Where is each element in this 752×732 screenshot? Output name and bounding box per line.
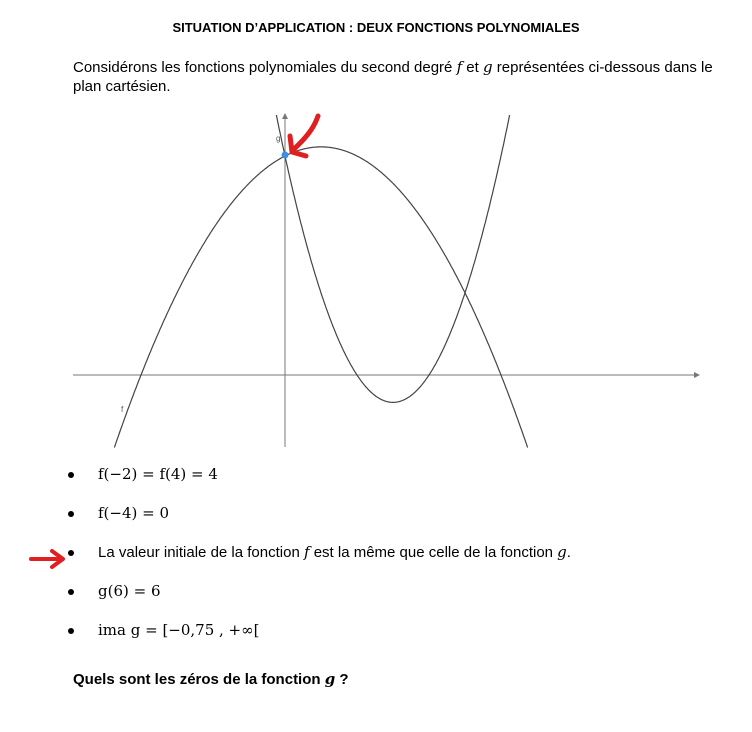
bullet-icon [68, 589, 74, 595]
curve-f [114, 147, 527, 448]
red-arrow-annotation [290, 116, 318, 156]
bullet-icon [68, 628, 74, 634]
bullet-icon [68, 472, 74, 478]
label-f: f [121, 405, 124, 414]
fact-item [68, 504, 571, 524]
fact-item [68, 543, 571, 563]
x-axis-arrow [694, 372, 700, 378]
fact-text: La valeur initiale de la fonction [98, 544, 304, 561]
fact-text: . [566, 544, 571, 561]
question-g: g [324, 670, 336, 688]
label-g: g [276, 134, 281, 143]
bullet-icon [68, 511, 74, 517]
intro-f: f [456, 58, 463, 76]
red-arrow-icon [28, 548, 68, 570]
initial-value-point [282, 152, 289, 159]
fact-text: est la même que celle de la fonction [309, 544, 558, 561]
fact-item [68, 582, 571, 602]
question-text: ? [335, 671, 349, 688]
intro-g: g [482, 58, 493, 76]
facts-list [68, 465, 571, 660]
curve-g [276, 115, 509, 402]
question-text: Quels sont les zéros de la fonction [73, 671, 325, 688]
question [73, 670, 349, 688]
fact-item [68, 465, 571, 485]
fact-text: f(−2) = f(4) = 4 [98, 465, 218, 483]
fact-item [68, 621, 571, 641]
intro-text: et [462, 59, 483, 76]
document-title: SITUATION D’APPLICATION : DEUX FONCTIONS POLYNOMIALES [172, 20, 580, 35]
fact-g: g [557, 543, 567, 561]
bullet-icon [68, 550, 74, 556]
fact-f: f [303, 543, 310, 561]
y-axis-arrow [282, 113, 288, 119]
fact-text: g(6) = 6 [98, 582, 161, 600]
fact-text: ima g = [−0,75 , +∞[ [98, 621, 260, 639]
intro-text: représentées ci-dessous dans le plan cartésien. [73, 59, 713, 95]
intro-text: Considérons les fonctions polynomiales du second degré [73, 59, 457, 76]
fact-text: f(−4) = 0 [98, 504, 170, 522]
